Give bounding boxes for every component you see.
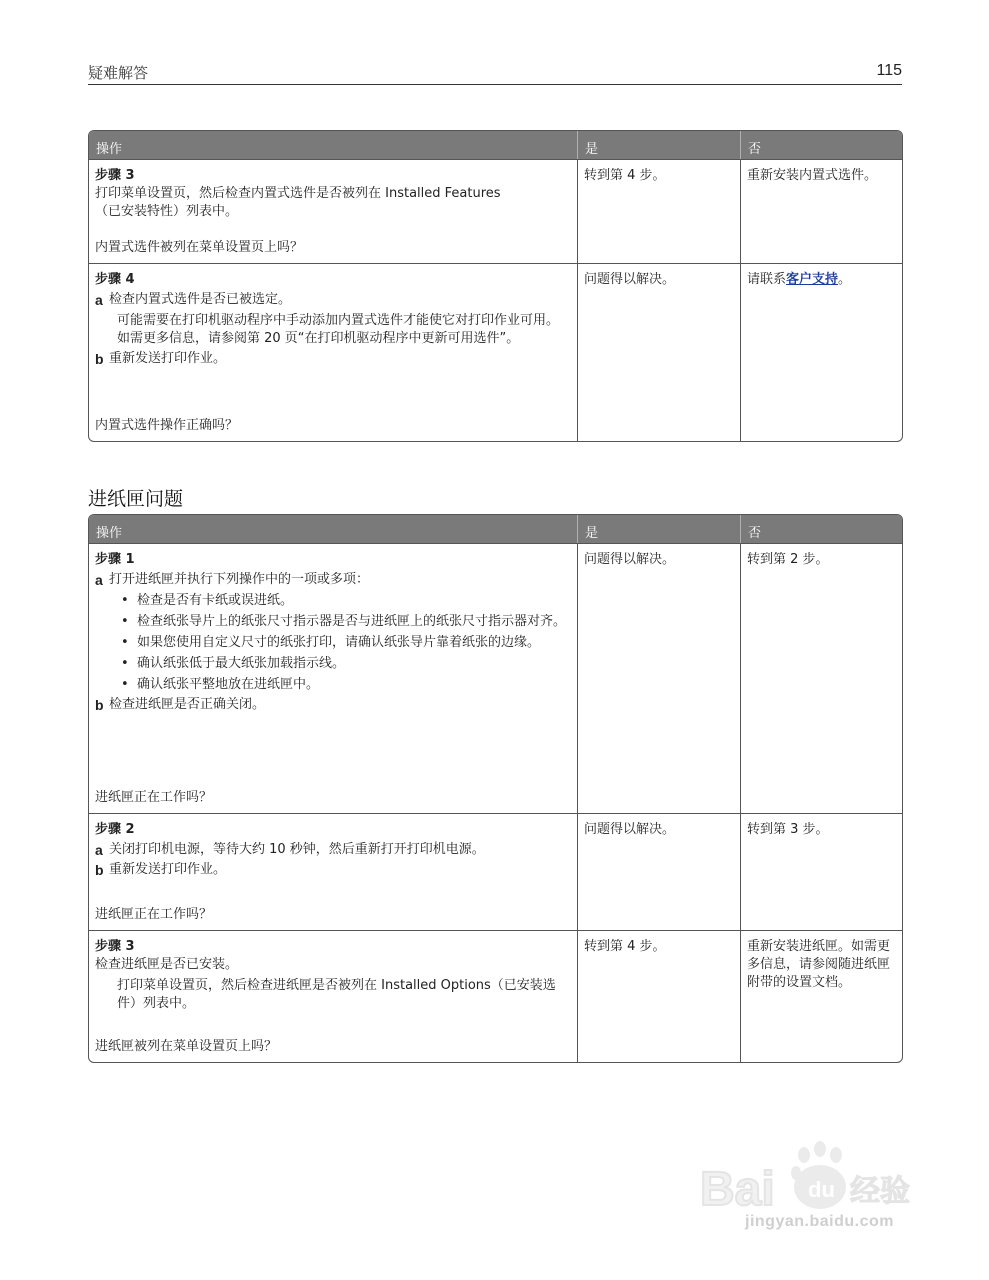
action-cell xyxy=(89,264,577,441)
bullet-item xyxy=(95,676,571,694)
yes-cell: 转到第 4 步。 xyxy=(577,931,740,1062)
page-number: 115 xyxy=(876,62,902,79)
no-cell: 转到第 2 步。 xyxy=(740,544,902,813)
bullet-text: 确认纸张平整地放在进纸匣中。 xyxy=(137,677,320,692)
bullet-item xyxy=(95,655,571,673)
question-text: 进纸匣正在工作吗？ xyxy=(95,907,213,922)
svg-text:Bai: Bai xyxy=(700,1163,775,1216)
bullet-icon: • xyxy=(121,614,129,629)
bullet-icon: • xyxy=(121,593,129,608)
table-header xyxy=(89,515,902,543)
action-cell xyxy=(89,544,577,813)
no-cell: 重新安装内置式选件。 xyxy=(740,160,902,263)
instruction-text: （已安装特性）列表中。 xyxy=(95,204,239,219)
bullet-icon: • xyxy=(121,635,129,650)
no-cell xyxy=(740,264,902,441)
watermark-url: jingyan.baidu.com xyxy=(745,1213,894,1230)
item-text: 重新发送打印作业。 xyxy=(109,351,227,366)
item-text: 检查内置式选件是否已被选定。 xyxy=(109,292,292,307)
item-text: 重新发送打印作业。 xyxy=(109,862,227,877)
page-header xyxy=(88,62,902,85)
bullet-icon: • xyxy=(121,677,129,692)
item-letter: b xyxy=(95,697,104,713)
instruction-text: 检查进纸匣是否已安装。 xyxy=(95,957,239,972)
action-cell xyxy=(89,160,577,263)
table-row xyxy=(89,159,902,263)
step-label: 步骤 2 xyxy=(95,822,135,837)
question-text: 内置式选件操作正确吗？ xyxy=(95,418,239,433)
no-suffix: 。 xyxy=(838,272,852,287)
no-cell: 转到第 3 步。 xyxy=(740,814,902,930)
action-cell xyxy=(89,814,577,930)
list-item xyxy=(95,696,571,714)
bullet-text: 检查是否有卡纸或误进纸。 xyxy=(137,593,294,608)
bullet-icon: • xyxy=(121,656,129,671)
bullet-item xyxy=(95,634,571,652)
item-letter: a xyxy=(95,572,103,588)
item-text: 打开进纸匣并执行下列操作中的一项或多项： xyxy=(109,572,370,587)
question-text: 进纸匣正在工作吗？ xyxy=(95,790,213,805)
list-item xyxy=(95,861,571,879)
item-letter: a xyxy=(95,292,103,308)
item-letter: b xyxy=(95,351,104,367)
item-note: 打印菜单设置页，然后检查进纸匣是否被列在 Installed Options（已安装选件）列表中。 xyxy=(117,978,556,1011)
bullet-text: 检查纸张导片上的纸张尺寸指示器是否与进纸匣上的纸张尺寸指示器对齐。 xyxy=(137,614,567,629)
list-item xyxy=(95,841,571,859)
step-label: 步骤 3 xyxy=(95,168,135,183)
table-tray-problems xyxy=(88,514,903,1063)
step-label: 步骤 4 xyxy=(95,272,135,287)
section-title: 进纸匣问题 xyxy=(88,488,184,510)
item-letter: b xyxy=(95,862,104,878)
header-no: 否 xyxy=(740,131,902,159)
step-label: 步骤 1 xyxy=(95,552,135,567)
table-row xyxy=(89,543,902,813)
table-builtin-options xyxy=(88,130,903,442)
bullet-item xyxy=(95,592,571,610)
action-cell xyxy=(89,931,577,1062)
item-text: 检查进纸匣是否正确关闭。 xyxy=(109,697,266,712)
step-label: 步骤 3 xyxy=(95,939,135,954)
question-text: 进纸匣被列在菜单设置页上吗？ xyxy=(95,1039,278,1054)
no-prefix: 请联系 xyxy=(747,272,787,287)
bullet-item xyxy=(95,613,571,631)
svg-text:经验: 经验 xyxy=(850,1174,910,1209)
header-yes: 是 xyxy=(577,131,740,159)
yes-cell: 问题得以解决。 xyxy=(577,544,740,813)
instruction-text: 打印菜单设置页，然后检查内置式选件是否被列在 Installed Features xyxy=(95,186,501,201)
no-cell: 重新安装进纸匣。如需更多信息，请参阅随进纸匣附带的设置文档。 xyxy=(740,931,902,1062)
list-item xyxy=(95,350,571,368)
header-yes: 是 xyxy=(577,515,740,543)
header-title: 疑难解答 xyxy=(88,64,149,82)
table-header xyxy=(89,131,902,159)
item-note: 可能需要在打印机驱动程序中手动添加内置式选件才能使它对打印作业可用。如需更多信息，请参阅第 20 页“在打印机驱动程序中更新可用选件”。 xyxy=(117,313,560,346)
table-row xyxy=(89,813,902,930)
yes-cell: 转到第 4 步。 xyxy=(577,160,740,263)
list-item xyxy=(95,291,571,309)
table-row xyxy=(89,263,902,441)
bullet-text: 确认纸张低于最大纸张加载指示线。 xyxy=(137,656,346,671)
yes-cell: 问题得以解决。 xyxy=(577,264,740,441)
header-action: 操作 xyxy=(96,142,123,157)
customer-support-link[interactable]: 客户支持 xyxy=(786,272,839,287)
item-letter: a xyxy=(95,842,103,858)
list-item xyxy=(95,571,571,589)
header-no: 否 xyxy=(740,515,902,543)
svg-text:du: du xyxy=(808,1177,835,1202)
header-action: 操作 xyxy=(96,526,123,541)
item-text: 关闭打印机电源，等待大约 10 秒钟，然后重新打开打印机电源。 xyxy=(109,842,485,857)
question-text: 内置式选件被列在菜单设置页上吗？ xyxy=(95,240,304,255)
bullet-text: 如果您使用自定义尺寸的纸张打印，请确认纸张导片靠着纸张的边缘。 xyxy=(137,635,541,650)
table-row xyxy=(89,930,902,1062)
yes-cell: 问题得以解决。 xyxy=(577,814,740,930)
